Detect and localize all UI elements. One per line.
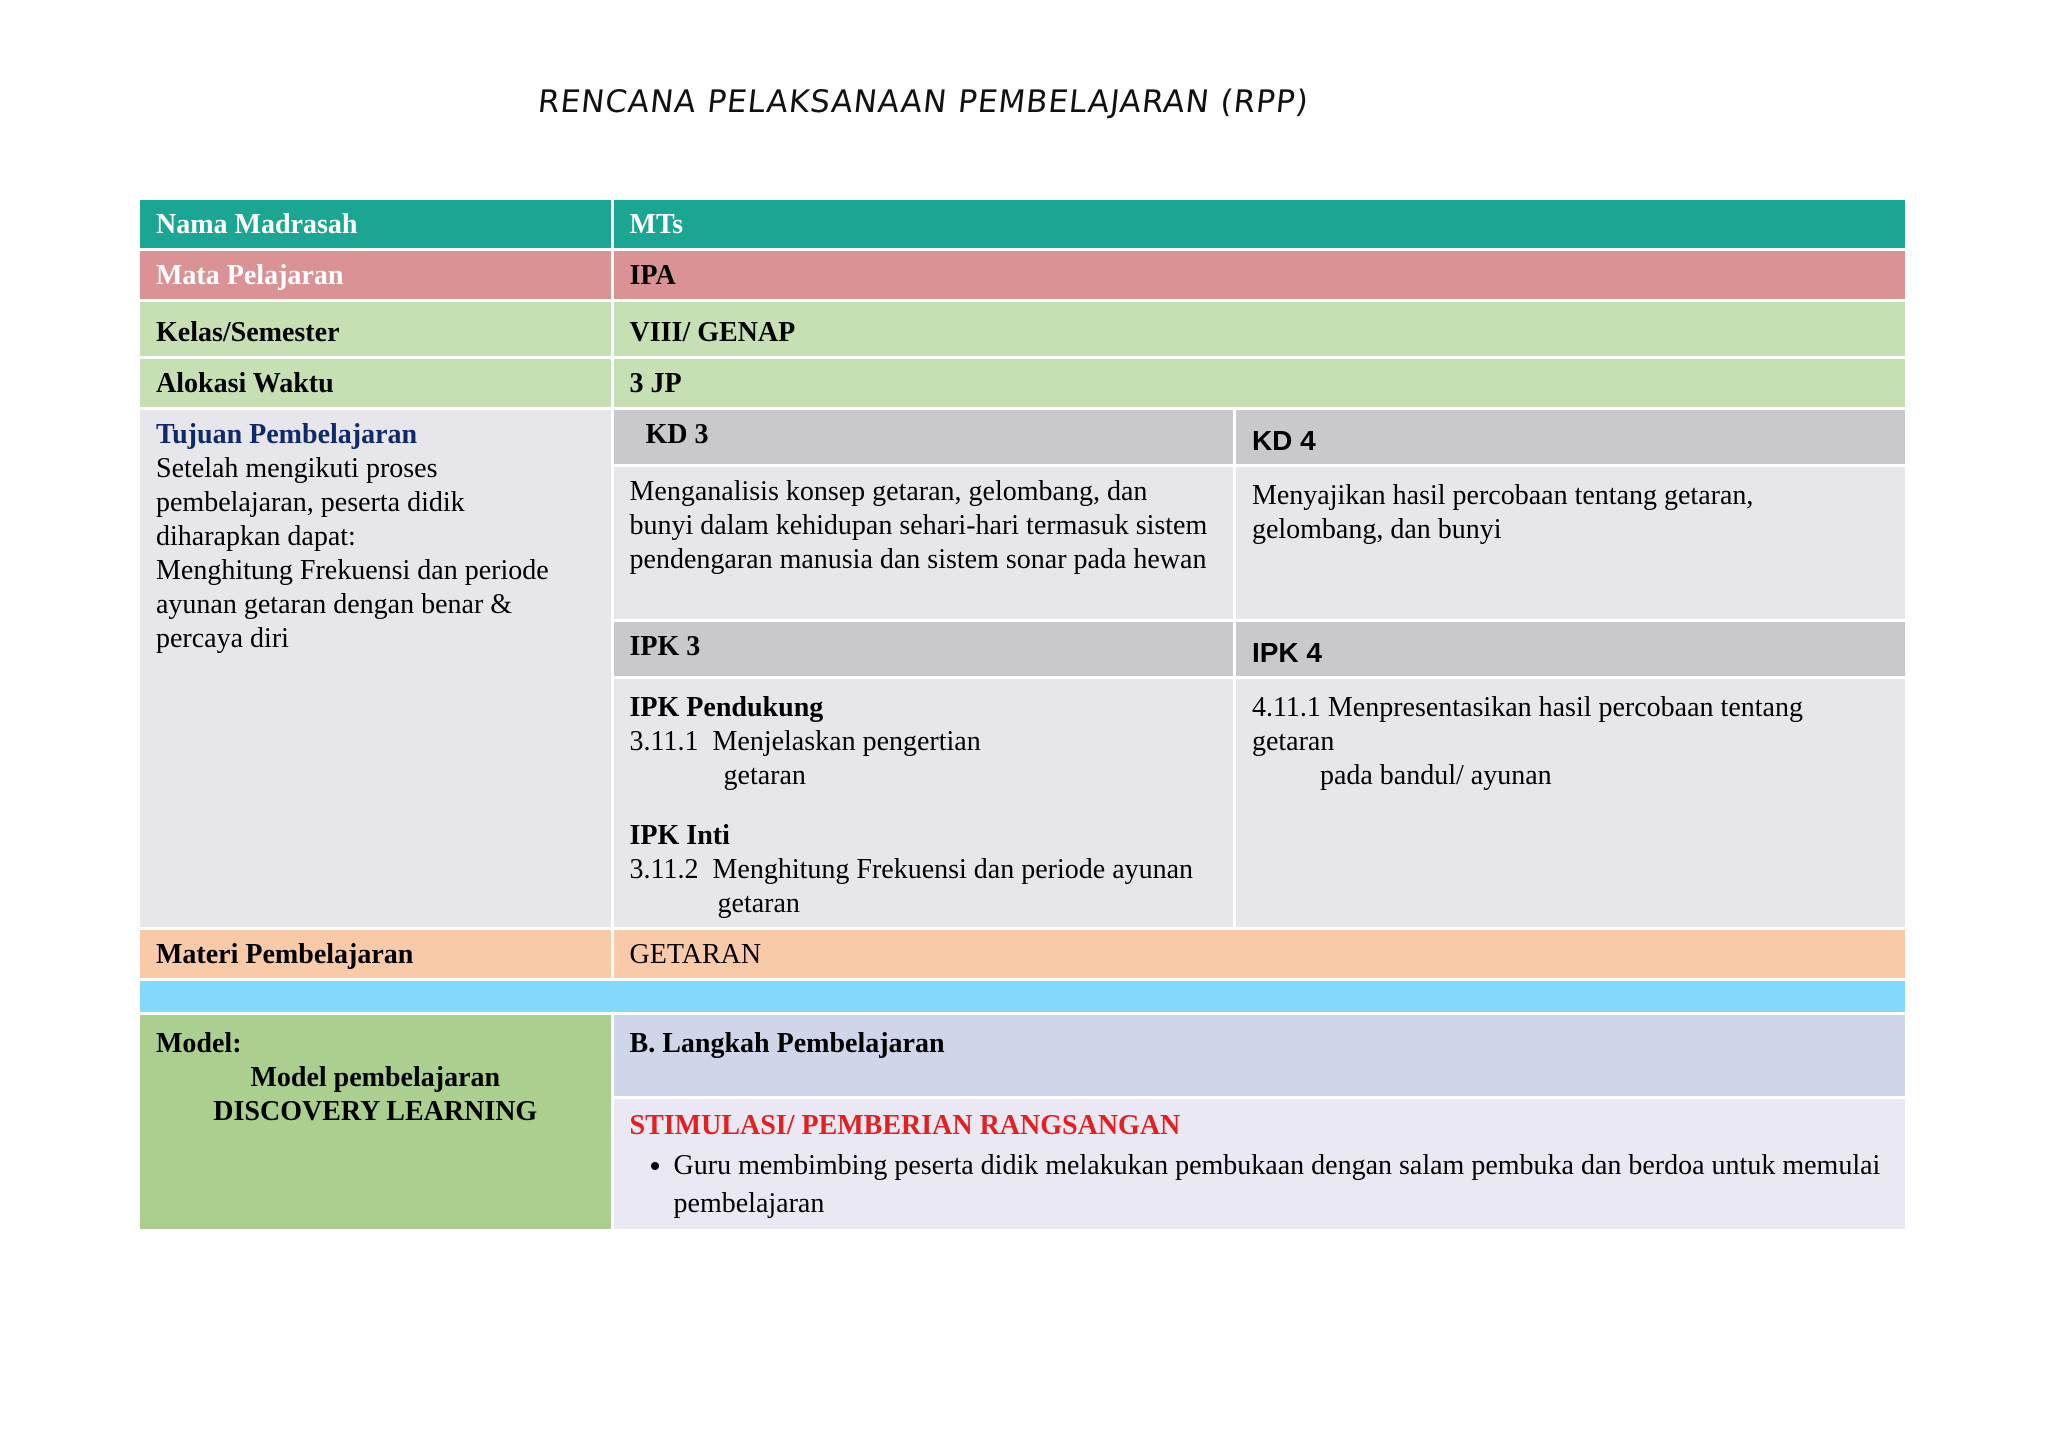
ipk4-text-a: Menpresentasikan hasil percobaan tentang getaran bbox=[1251, 692, 1803, 757]
ipk3-cell bbox=[614, 679, 1236, 930]
divider-band bbox=[140, 981, 1908, 1015]
label-nama-madrasah: Nama Madrasah bbox=[140, 200, 614, 251]
ipk-pendukung-heading: IPK Pendukung bbox=[629, 692, 824, 723]
value-alokasi-waktu: 3 JP bbox=[614, 359, 1908, 410]
label-kelas-semester: Kelas/Semester bbox=[140, 302, 614, 359]
ipk-inti-item bbox=[630, 853, 1217, 921]
tujuan-text-1: Setelah mengikuti proses pembelajaran, peserta didik diharapkan dapat: bbox=[156, 453, 465, 552]
model-line-2: DISCOVERY LEARNING bbox=[213, 1096, 538, 1127]
ipk4-number: 4.11.1 bbox=[1251, 692, 1321, 723]
model-cell bbox=[140, 1015, 614, 1232]
ipk-inti-text-b: getaran bbox=[717, 888, 800, 919]
ipk-inti-number: 3.11.2 bbox=[629, 854, 699, 885]
langkah-list bbox=[630, 1147, 1889, 1223]
list-item: • Guru membimbing peserta didik melakukan pembukaan dengan salam pembuka dan berdoa untuk memulai pembelajaran bbox=[674, 1147, 1889, 1223]
tujuan-cell bbox=[140, 410, 614, 930]
value-nama-madrasah: MTs bbox=[614, 200, 1908, 251]
row-materi bbox=[140, 930, 1908, 981]
value-mata-pelajaran: IPA bbox=[614, 251, 1908, 302]
row-kelas-semester bbox=[140, 302, 1908, 359]
rpp-table bbox=[140, 200, 1908, 1232]
model-label: Model: bbox=[156, 1028, 242, 1059]
tujuan-heading: Tujuan Pembelajaran bbox=[156, 419, 418, 450]
ipk4-item bbox=[1252, 691, 1889, 793]
langkah-content bbox=[614, 1099, 1908, 1232]
row-alokasi-waktu bbox=[140, 359, 1908, 410]
ipk-pendukung-number: 3.11.1 bbox=[629, 726, 699, 757]
value-materi: GETARAN bbox=[614, 930, 1908, 981]
model-line-1: Model pembelajaran bbox=[250, 1062, 501, 1093]
ipk-pendukung-item bbox=[630, 725, 1217, 793]
langkah-heading: B. Langkah Pembelajaran bbox=[614, 1015, 1908, 1099]
stimulasi-heading: STIMULASI/ PEMBERIAN RANGSANGAN bbox=[629, 1110, 1181, 1141]
row-nama-madrasah bbox=[140, 200, 1908, 251]
kd4-text: Menyajikan hasil percobaan tentang getaran, gelombang, dan bunyi bbox=[1236, 467, 1908, 622]
kd3-label: KD 3 bbox=[614, 410, 1236, 467]
ipk-inti-text-a: Menghitung Frekuensi dan periode ayunan bbox=[712, 854, 1194, 885]
row-divider bbox=[140, 981, 1908, 1015]
row-langkah-header bbox=[140, 1015, 1908, 1099]
label-materi: Materi Pembelajaran bbox=[140, 930, 614, 981]
label-alokasi-waktu: Alokasi Waktu bbox=[140, 359, 614, 410]
ipk4-cell bbox=[1236, 679, 1908, 930]
label-mata-pelajaran: Mata Pelajaran bbox=[140, 251, 614, 302]
ipk-pendukung-text-b: getaran bbox=[723, 760, 806, 791]
ipk4-label: IPK 4 bbox=[1236, 622, 1908, 679]
kd4-label: KD 4 bbox=[1236, 410, 1908, 467]
ipk3-label: IPK 3 bbox=[614, 622, 1236, 679]
kd3-text: Menganalisis konsep getaran, gelombang, dan bunyi dalam kehidupan sehari-hari termasuk sistem pendengaran manusia dan sistem sonar pada hewan bbox=[614, 467, 1236, 622]
page-title: RENCANA PELAKSANAAN PEMBELAJARAN (RPP) bbox=[536, 84, 1311, 120]
tujuan-text-2: Menghitung Frekuensi dan periode ayunan getaran dengan benar & percaya diri bbox=[156, 555, 549, 654]
row-kd-header bbox=[140, 410, 1908, 467]
row-mata-pelajaran bbox=[140, 251, 1908, 302]
ipk-pendukung-text-a: Menjelaskan pengertian bbox=[712, 726, 981, 757]
ipk4-text-b: pada bandul/ ayunan bbox=[1319, 760, 1552, 791]
value-kelas-semester: VIII/ GENAP bbox=[614, 302, 1908, 359]
ipk-inti-heading: IPK Inti bbox=[629, 820, 730, 851]
